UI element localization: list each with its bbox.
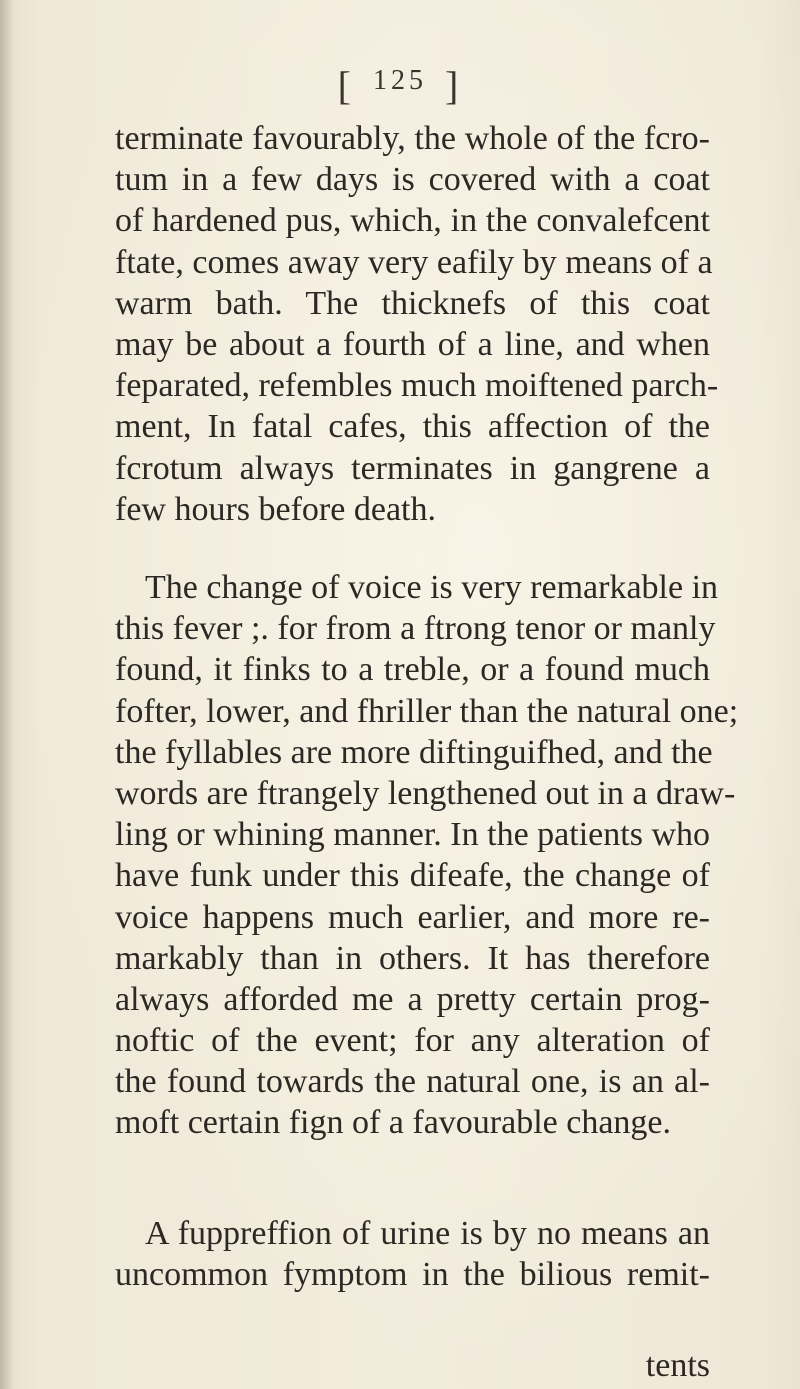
text-line: The change of voice is very remarkable in xyxy=(145,569,719,606)
text-line: the found towards the natural one, is an al- xyxy=(115,1063,710,1101)
text-line: uncommon fymptom in the bilious remit- xyxy=(115,1256,710,1294)
text-line: markably than in others. It has therefore xyxy=(115,939,710,977)
text-line: few hours before death. xyxy=(115,490,436,528)
text-line: ment, In fatal cafes, this affection of the xyxy=(115,408,710,446)
text-line: found, it finks to a treble, or a found much xyxy=(115,651,710,689)
text-line: words are ftrangely lengthened out in a draw- xyxy=(115,774,736,812)
text-line: may be about a fourth of a line, and when xyxy=(115,325,710,363)
text-line: of hardened pus, which, in the convalefcent xyxy=(115,202,710,240)
text-line: have funk under this difeafe, the change of xyxy=(115,857,710,895)
text-line: tum in a few days is covered with a coat xyxy=(115,161,710,199)
paragraph-urine xyxy=(115,1213,710,1295)
text-line: the fyllables are more diftinguifhed, and the xyxy=(115,733,713,771)
paragraph-scrotum xyxy=(115,118,719,530)
text-line: terminate favourably, the whole of the fcro- xyxy=(115,120,710,157)
text-line: voice happens much earlier, and more re- xyxy=(115,898,710,936)
text-line: this fever ;. for from a ftrong tenor or manly xyxy=(115,610,716,648)
catchword: tents xyxy=(645,1347,710,1384)
text-line: moft certain fign of a favourable change. xyxy=(115,1104,672,1142)
header-left-bracket: [ xyxy=(337,63,355,108)
header-right-bracket: ] xyxy=(445,63,463,108)
text-line: ftate, comes away very eafily by means of a xyxy=(115,243,713,281)
binding-gutter-shadow xyxy=(0,0,14,1389)
page-number: 125 xyxy=(373,65,427,96)
text-line: A fuppreffion of urine is by no means an xyxy=(145,1215,710,1252)
paragraph-voice xyxy=(115,567,739,1144)
text-line: noftic of the event; for any alteration of xyxy=(115,1022,710,1060)
text-line: warm bath. The thicknefs of this coat xyxy=(115,284,710,322)
text-line: fcrotum always terminates in gangrene a xyxy=(115,449,710,487)
text-line: ling or whining manner. In the patients who xyxy=(115,816,710,854)
text-line: feparated, refembles much moiftened parch- xyxy=(115,367,719,405)
text-line: fofter, lower, and fhriller than the natural one; xyxy=(115,692,739,730)
page-header xyxy=(0,62,800,109)
text-line: always afforded me a pretty certain prog- xyxy=(115,980,710,1018)
